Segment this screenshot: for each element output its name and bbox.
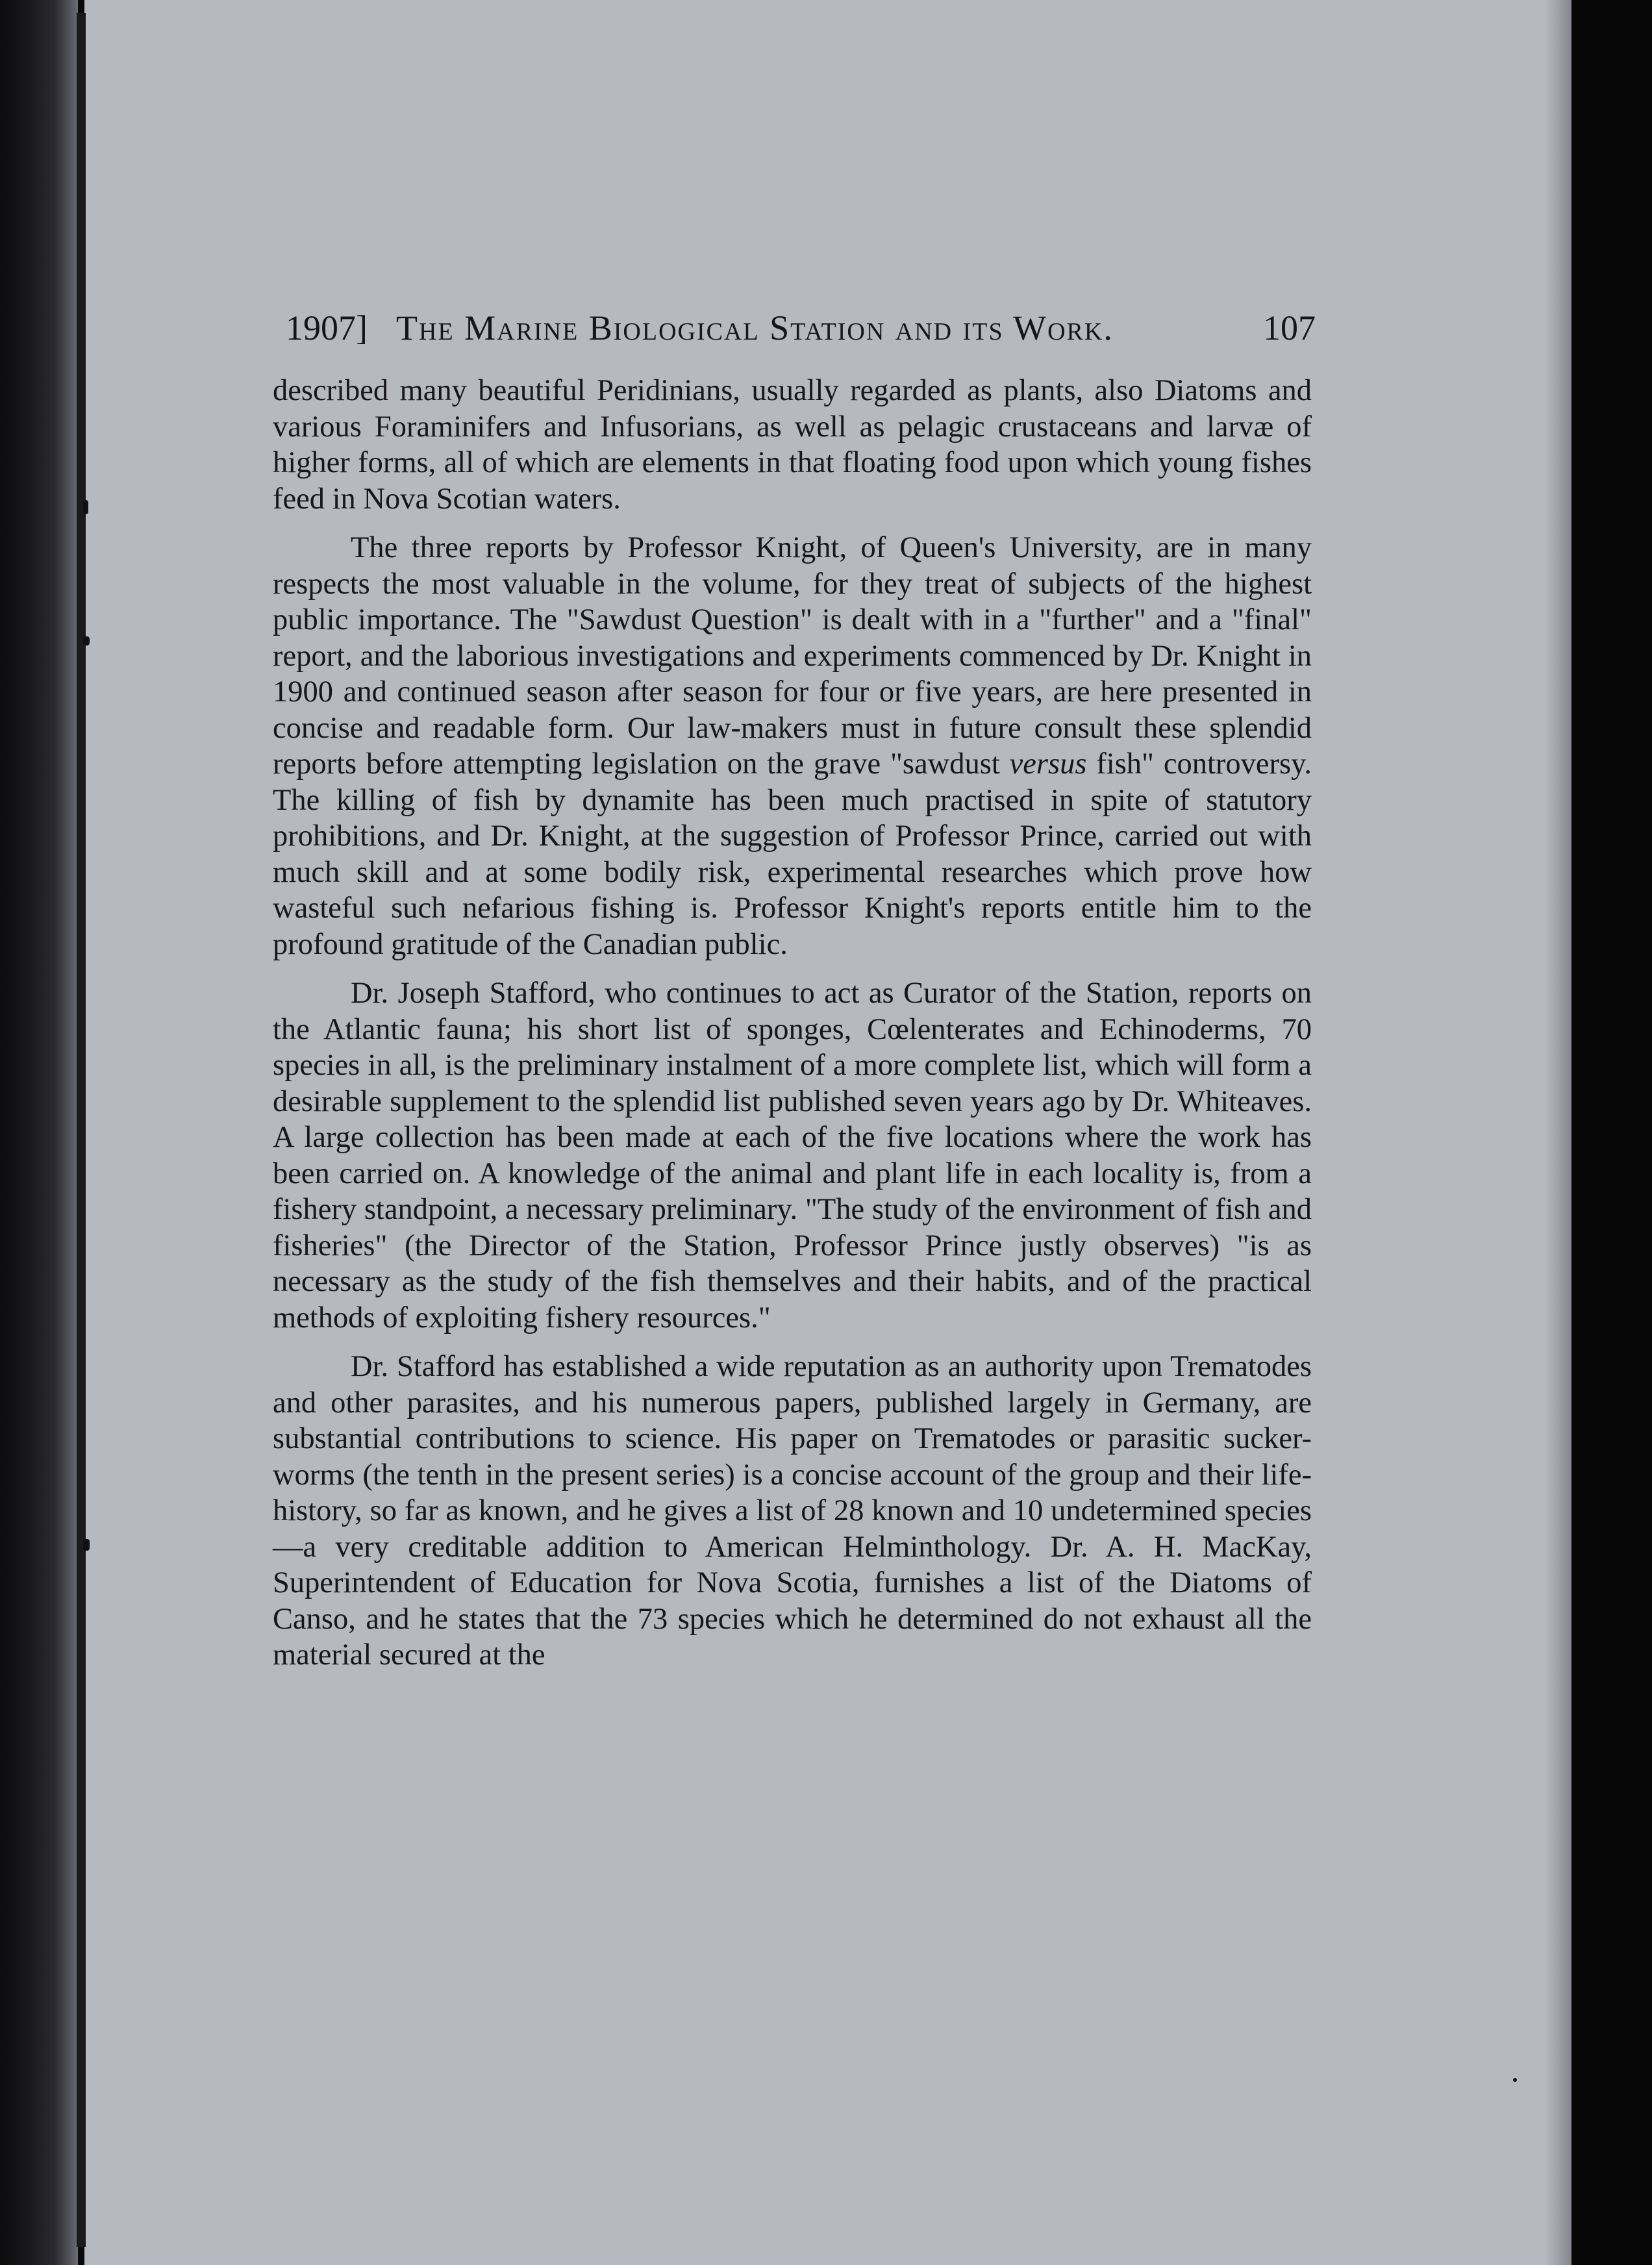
scan-right-border: [1571, 0, 1652, 2265]
margin-speck: [83, 500, 88, 514]
body-text: [273, 373, 1312, 2035]
paragraph-continuation: described many beautiful Peridinians, usually regarded as plants, also Diatoms and various Foraminifers and Infusorians, as well as pelagic crustaceans and larvæ of higher forms, all of which are elements in that floating food upon which young fishes feed in Nova Scotian waters.: [273, 374, 1312, 516]
running-header: [286, 308, 1316, 353]
paragraph-knight-reports: [273, 530, 1312, 962]
scan-left-edge: [0, 0, 78, 2265]
paragraph-text: The three reports by Professor Knight, of Queen's University, are in many respects the most valuable in the volume, for they treat of subjects of the highest public importance. The "Sawdust Question" is dealt with in a "further" and a "final" report, and the laborious investigations and experiments commenced by Dr. Knight in 1900 and continued season after season for four or five years, are here presented in concise and readable form. Our law-makers must in future consult these splendid reports before attempting legislation on the grave "sawdust: [273, 531, 1312, 781]
margin-speck: [1513, 2078, 1517, 2082]
margin-speck: [83, 636, 90, 645]
page-number: 107: [1263, 308, 1316, 347]
paragraph-text: fish" controversy. The killing of fish by dynamite has been much practised in spite of statutory prohibitions, and Dr. Knight, at the suggestion of Professor Prince, carried out with much skill and at some bodily risk, experimental researches which prove how wasteful such nefarious fishing is. Professor Knight's reports entitle him to the profound gratitude of the Canadian public.: [273, 747, 1312, 961]
italic-word: versus: [1009, 747, 1087, 781]
header-year: 1907]: [286, 308, 368, 347]
book-spine: [77, 13, 86, 2247]
paragraph-stafford-trematodes: Dr. Stafford has established a wide reputation as an authority upon Trematodes and other parasites, and his numerous papers, published largely in Germany, are substantial contributions to science. His paper on Trematodes or parasitic sucker-worms (the tenth in the present series) is a concise account of the group and their life-history, so far as known, and he gives a list of 28 known and 10 undetermined species—a very creditable addition to American Helminthology. Dr. A. H. MacKay, Superintendent of Education for Nova Scotia, furnishes a list of the Diatoms of Canso, and he states that the 73 species which he determined do not exhaust all the material secured at the: [273, 1350, 1312, 1671]
margin-speck: [83, 1539, 90, 1551]
page-shadow: [1546, 0, 1571, 2265]
header-title: The Marine Biological Station and its Work.: [396, 308, 1114, 347]
paragraph-stafford-fauna: Dr. Joseph Stafford, who continues to act as Curator of the Station, reports on the Atlantic fauna; his short list of sponges, Cœlenterates and Echinoderms, 70 species in all, is the preliminary instalment of a more complete list, which will form a desirable supplement to the splendid list published seven years ago by Dr. Whiteaves. A large collection has been made at each of the five locations where the work has been carried on. A knowledge of the animal and plant life in each locality is, from a fishery standpoint, a necessary preliminary. "The study of the environment of fish and fisheries" (the Director of the Station, Professor Prince justly observes) "is as necessary as the study of the fish themselves and their habits, and of the practical methods of exploiting fishery resources.": [273, 977, 1312, 1334]
